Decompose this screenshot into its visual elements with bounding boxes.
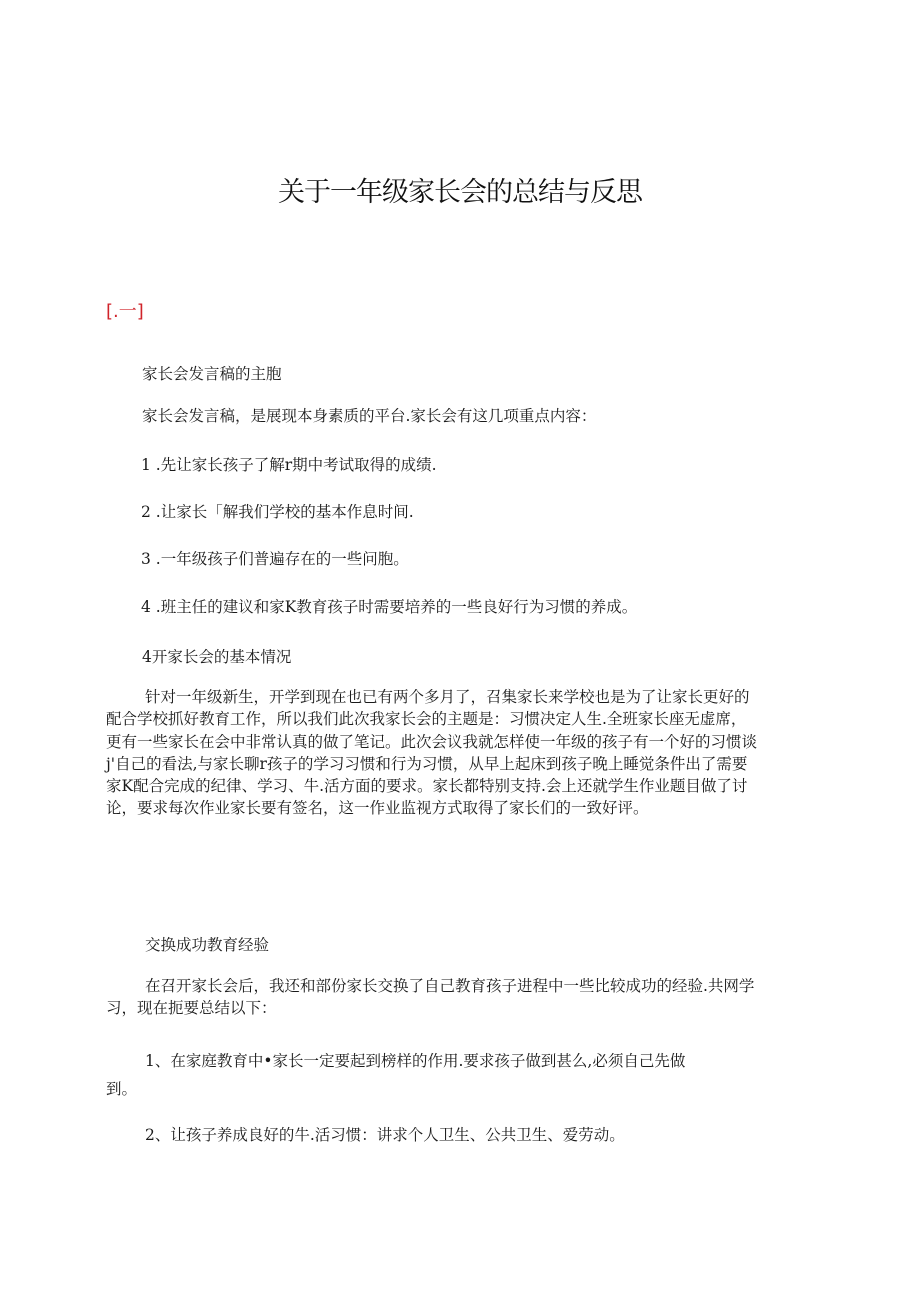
paragraph-line: 1、在家庭教育中•家长一定要起到榜样的作用.要求孩子做到甚么,必须自己先做 — [145, 1052, 686, 1070]
paragraph-line: 论，要求每次作业家长要有签名，这一作业监视方式取得了家长们的一致好评。 — [106, 799, 649, 818]
paragraph-line: 到。 — [106, 1080, 138, 1098]
paragraph-line: 针对一年级新生，开学到现在也已有两个多月了，召集家长来学校也是为了让家长更好的 — [145, 688, 750, 706]
point-4: 4 .班主任的建议和家K教育孩子时需要培养的一些良好行为习惯的养成。 — [141, 598, 638, 616]
paragraph-line: 更有一些家长在会中非常认真的做了笔记。此次会议我就怎样使一年级的孩子有一个好的习惯谈 — [106, 732, 758, 751]
heading-exchange-experience: 交换成功教育经验 — [145, 936, 270, 954]
document-title: 关于一年级家长会的总结与反思 — [278, 177, 642, 208]
section-mark: [.一] — [106, 301, 144, 322]
subtitle-theme: 家长会发言稿的主胞 — [142, 365, 282, 383]
paragraph-line: 在召开家长会后，我还和部份家长交换了自己教育孩子进程中一些比较成功的经验.共网学 — [145, 977, 755, 995]
experience-1 — [106, 1047, 685, 1103]
point-1: 1 .先让家长孩子了解r期中考试取得的成绩. — [141, 456, 437, 474]
point-3: 3 .一年级孩子们普遍存在的一些问胞。 — [141, 550, 409, 568]
heading-basic-situation: 4开家长会的基本情况 — [142, 648, 292, 666]
experience-2: 2、让孩子养成良好的牛.活习惯：讲求个人卫生、公共卫生、爱劳动。 — [145, 1126, 625, 1144]
intro-line: 家长会发言稿，是展现本身素质的平台.家长会有这几项重点内容： — [142, 407, 597, 425]
paragraph-line: 家K配合完成的纪律、学习、牛.活方面的要求。家长都特别支持.会上还就学生作业题目做了讨 — [106, 777, 748, 796]
paragraph-line: j'自己的看法,与家长聊r孩子的学习习惯和行为习惯，从早上起床到孩子晚上睡觉条件出了需要 — [106, 754, 748, 773]
basic-situation-paragraph — [106, 686, 757, 820]
paragraph-line: 配合学校抓好教育工作，所以我们此次我家长会的主题是：习惯决定人生.全班家长座无虚席， — [106, 710, 747, 729]
point-2: 2 .让家长「解我们学校的基本作息时间. — [141, 503, 414, 521]
paragraph-line: 习，现在扼要总结以下： — [106, 999, 277, 1018]
exchange-paragraph — [106, 975, 754, 1020]
